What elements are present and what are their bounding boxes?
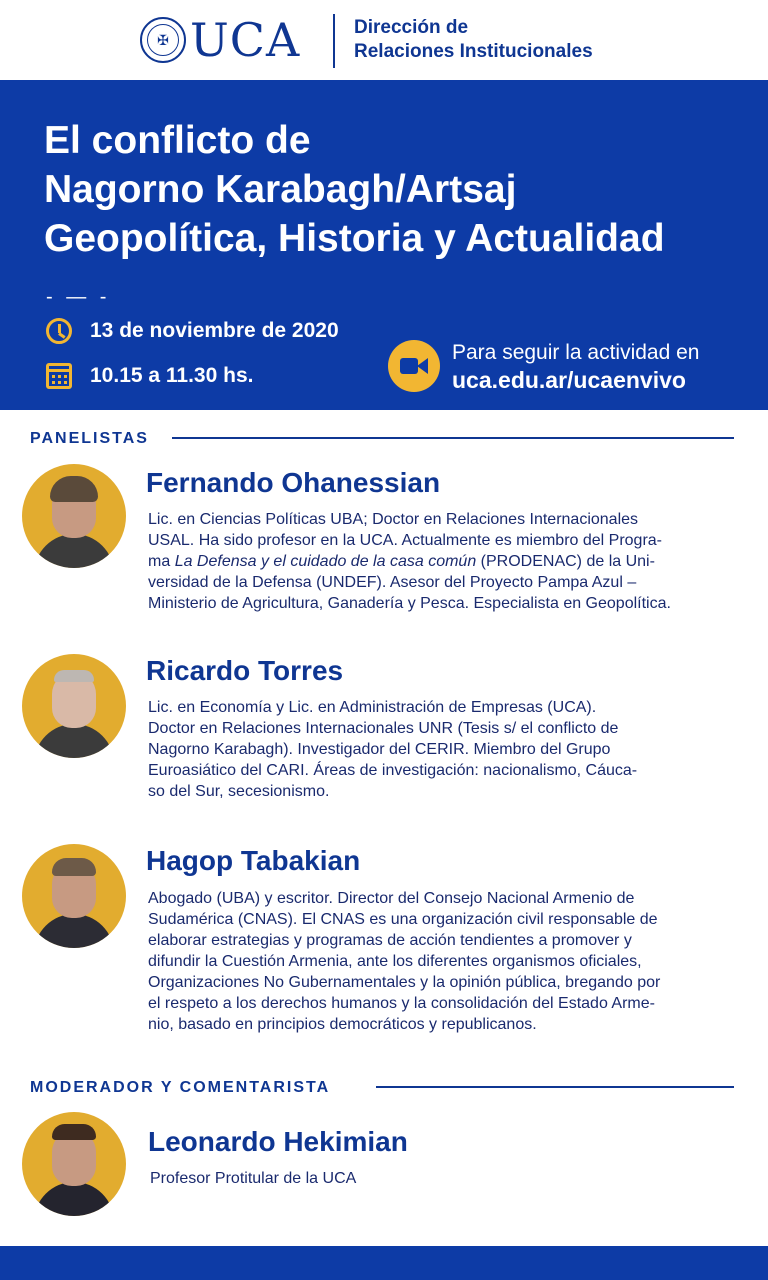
panelist-name: Fernando Ohanessian [146, 467, 441, 498]
bio-line: so del Sur, secesionismo. [148, 783, 330, 800]
avatar-hagop-tabakian [22, 844, 126, 948]
bio-line: el respeto a los derechos humanos y la consolidación del Estado Arme- [148, 995, 655, 1012]
panelists-rule [172, 437, 734, 439]
event-time: 10.15 a 11.30 hs. [90, 364, 254, 387]
bio-line: Abogado (UBA) y escritor. Director del Consejo Nacional Armenio de [148, 890, 635, 907]
bio-line: nio, basado en principios democráticos y republicanos. [148, 1016, 537, 1033]
title-line-1: El conflicto de [44, 119, 311, 162]
bio-line: Doctor en Relaciones Internacionales UNR (Tesis s/ el conflicto de [148, 720, 619, 737]
event-date: 13 de noviembre de 2020 [90, 319, 339, 342]
panelist-bio [148, 509, 738, 614]
bio-line: Ministerio de Agricultura, Ganadería y Pesca. Especialista en Geopolítica. [148, 595, 671, 612]
moderator-bio: Profesor Protitular de la UCA [150, 1170, 357, 1187]
uca-seal-icon [140, 17, 186, 63]
uca-logo[interactable] [140, 14, 300, 66]
program-name: La Defensa y el cuidado de la casa común [174, 553, 477, 570]
follow-text: Para seguir la actividad en [452, 341, 700, 364]
moderator-heading: MODERADOR Y COMENTARISTA [30, 1079, 331, 1096]
bio-line: elaborar estrategias y programas de acción tendientes a promover y [148, 932, 632, 949]
moderator-rule [376, 1086, 734, 1088]
header-divider [333, 14, 335, 68]
bio-line: Euroasiático del CARI. Áreas de investigación: nacionalismo, Cáuca- [148, 762, 638, 779]
bio-line: USAL. Ha sido profesor en la UCA. Actualmente es miembro del Progra- [148, 532, 663, 549]
avatar-fernando-ohanessian [22, 464, 126, 568]
title-dashes: - — - [46, 286, 111, 308]
calendar-icon [46, 363, 72, 389]
bio-line [148, 551, 738, 572]
logo-text: UCA [190, 13, 301, 67]
dept-line-2: Relaciones Institucionales [354, 41, 593, 62]
moderator-name: Leonardo Hekimian [148, 1126, 408, 1157]
bio-line: Nagorno Karabagh). Investigador del CERIR. Miembro del Grupo [148, 741, 611, 758]
event-title [44, 116, 665, 263]
bio-line: Lic. en Ciencias Políticas UBA; Doctor en Relaciones Internacionales [148, 511, 639, 528]
video-camera-icon[interactable] [388, 340, 440, 392]
follow-info [452, 340, 699, 394]
bio-segment: (PRODENAC) de la Uni- [480, 553, 655, 570]
department-name [354, 16, 593, 64]
panelist-name: Hagop Tabakian [146, 845, 361, 876]
seal-cross-glyph: ✠ [157, 31, 169, 48]
footer-bar [0, 1246, 768, 1280]
event-time-row [46, 363, 253, 389]
bio-line: difundir la Cuestión Armenia, ante los diferentes organismos oficiales, [148, 953, 642, 970]
dept-line-1: Dirección de [354, 17, 469, 38]
avatar-leonardo-hekimian [22, 1112, 126, 1216]
event-date-row [46, 318, 339, 344]
panelist-bio [148, 697, 738, 802]
avatar-ricardo-torres [22, 654, 126, 758]
panelist-name: Ricardo Torres [146, 655, 344, 686]
header [0, 0, 768, 80]
panelists-heading: PANELISTAS [30, 430, 149, 447]
bio-line: Organizaciones No Gubernamentales y la opinión pública, bregando por [148, 974, 661, 991]
bio-line: Sudamérica (CNAS). El CNAS es una organización civil responsable de [148, 911, 658, 928]
bio-line: Lic. en Economía y Lic. en Administración de Empresas (UCA). [148, 699, 597, 716]
clock-icon [46, 318, 72, 344]
bio-segment: ma [148, 553, 171, 570]
title-line-2: Nagorno Karabagh/Artsaj [44, 168, 517, 211]
follow-url-link[interactable]: uca.edu.ar/ucaenvivo [452, 367, 686, 393]
title-line-3: Geopolítica, Historia y Actualidad [44, 217, 665, 260]
panelist-bio [148, 888, 738, 1035]
bio-line: versidad de la Defensa (UNDEF). Asesor del Proyecto Pampa Azul – [148, 574, 637, 591]
